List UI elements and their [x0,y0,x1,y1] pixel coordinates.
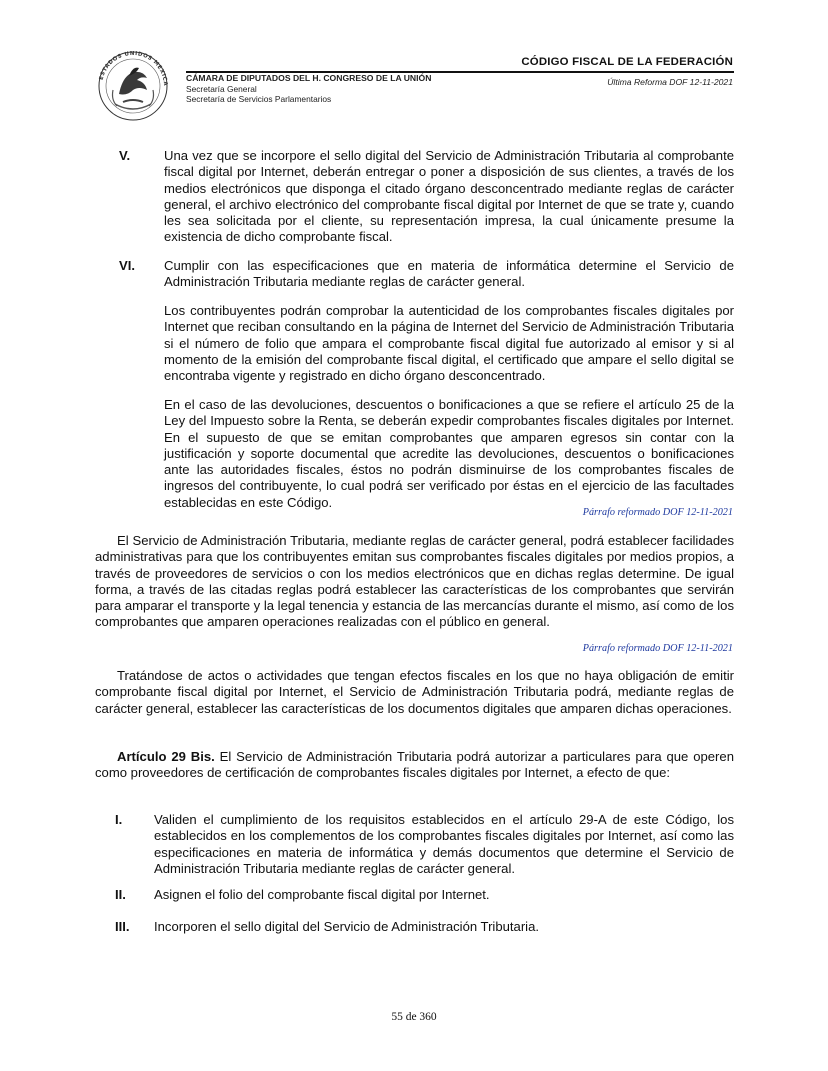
department-general: Secretaría General [186,83,257,94]
institution-name: CÁMARA DE DIPUTADOS DEL H. CONGRESO DE LA UNIÓN [186,73,432,83]
fraction-number-vi: VI. [119,258,136,273]
fraction-number-v: V. [119,148,131,163]
fraction-vi-paragraph-authenticity: Los contribuyentes podrán comprobar la autenticidad de los comprobantes fiscales digitales por Internet que reciban consultando en la página de Internet del Servicio de Administración Tributaria si el número de folio que ampara el comprobante fiscal digital fue autorizado al emisor y si al momento de la emisión del comprobante fiscal digital, el certificado que ampare el sello digital se encontraba vigente y registrado en dicho órgano desconcentrado. [164,303,734,384]
article-item-number-i: I. [115,812,123,827]
article-label: Artículo 29 Bis. [117,749,215,764]
seal-text: ESTADOS UNIDOS MEXICA [98,50,169,87]
fraction-vi-text: Cumplir con las especificaciones que en materia de informática determine el Servicio de Administración Tributaria mediante reglas de carácter general. [164,258,734,290]
mexico-coat-of-arms-seal [93,46,173,122]
fraction-vi-paragraph-returns: En el caso de las devoluciones, descuentos o bonificaciones a que se refiere el artículo 25 de la Ley del Impuesto sobre la Renta, se deberán expedir comprobantes fiscales digitales por Internet. En el supuesto de que se emitan comprobantes que amparen egresos sin contar con la justificación y soporte documental que acredite las devoluciones, descuentos o bonificaciones ante las autoridades fiscales, éstos no podrán disminuirse de los comprobantes fiscales de ingresos del contribuyente, lo cual podrá ser verificado por éstas en el ejercicio de las facultades establecidas en este Código. [164,397,734,510]
fraction-v-text: Una vez que se incorpore el sello digital del Servicio de Administración Tributaria al comprobante fiscal digital por Internet, deberán entregar o poner a disposición de sus clientes, a través de los medios electrónicos que disponga el citado órgano desconcentrado mediante reglas de carácter general, el archivo electrónico del comprobante fiscal digital por Internet de que se trate y, cuando les sea solicitada por el cliente, su representación impresa, la cual únicamente presume la existencia de dicho comprobante fiscal. [164,148,734,245]
article-item-i-text: Validen el cumplimiento de los requisitos establecidos en el artículo 29-A de este Código, los establecidos en los complementos de los comprobantes fiscales digitales por Internet, así como las especificaciones en materia de informática y demás documentos que determine el Servicio de Administración Tributaria mediante reglas de carácter general. [154,812,734,876]
reform-note-2: Párrafo reformado DOF 12-11-2021 [582,643,733,654]
article-item-number-ii: II. [115,887,126,902]
paragraph-sat-facilities: El Servicio de Administración Tributaria, mediante reglas de carácter general, podrá establecer facilidades administrativas para que los contribuyentes emitan sus comprobantes fiscales digitales por medios propios, a través de proveedores de servicios o con los medios electrónicos que en dichas reglas determine. De igual forma, a través de las citadas reglas podrá establecer las características de los comprobantes que servirán para amparar el transporte y la legal tenencia y estancia de las mercancías durante el mismo, así como de los comprobantes que amparen operaciones realizadas con el público en general. [95,533,735,630]
code-title: CÓDIGO FISCAL DE LA FEDERACIÓN [521,56,733,68]
institution-block [186,73,431,105]
article-text: El Servicio de Administración Tributaria podrá autorizar a particulares para que operen como proveedores de certificación de comprobantes fiscales digitales por Internet, a efecto de que: [95,749,734,781]
paragraph-no-obligation: Tratándose de actos o actividades que tengan efectos fiscales en los que no haya obligación de emitir comprobante fiscal digital por Internet, el Servicio de Administración Tributaria podrá, mediante reglas de carácter general, establecer las características de los documentos digitales que amparen dichas operaciones. [95,668,734,716]
article-item-number-iii: III. [115,919,130,934]
page-number: 55 de 360 [391,1011,437,1023]
article-item-iii-text: Incorporen el sello digital del Servicio de Administración Tributaria. [154,919,540,934]
department-parliamentary: Secretaría de Servicios Parlamentarios [186,94,332,105]
article-29-bis [95,749,734,782]
article-item-ii-text: Asignen el folio del comprobante fiscal digital por Internet. [154,887,490,902]
reform-note-1: Párrafo reformado DOF 12-11-2021 [582,507,733,518]
last-reform-date: Última Reforma DOF 12-11-2021 [607,77,733,87]
